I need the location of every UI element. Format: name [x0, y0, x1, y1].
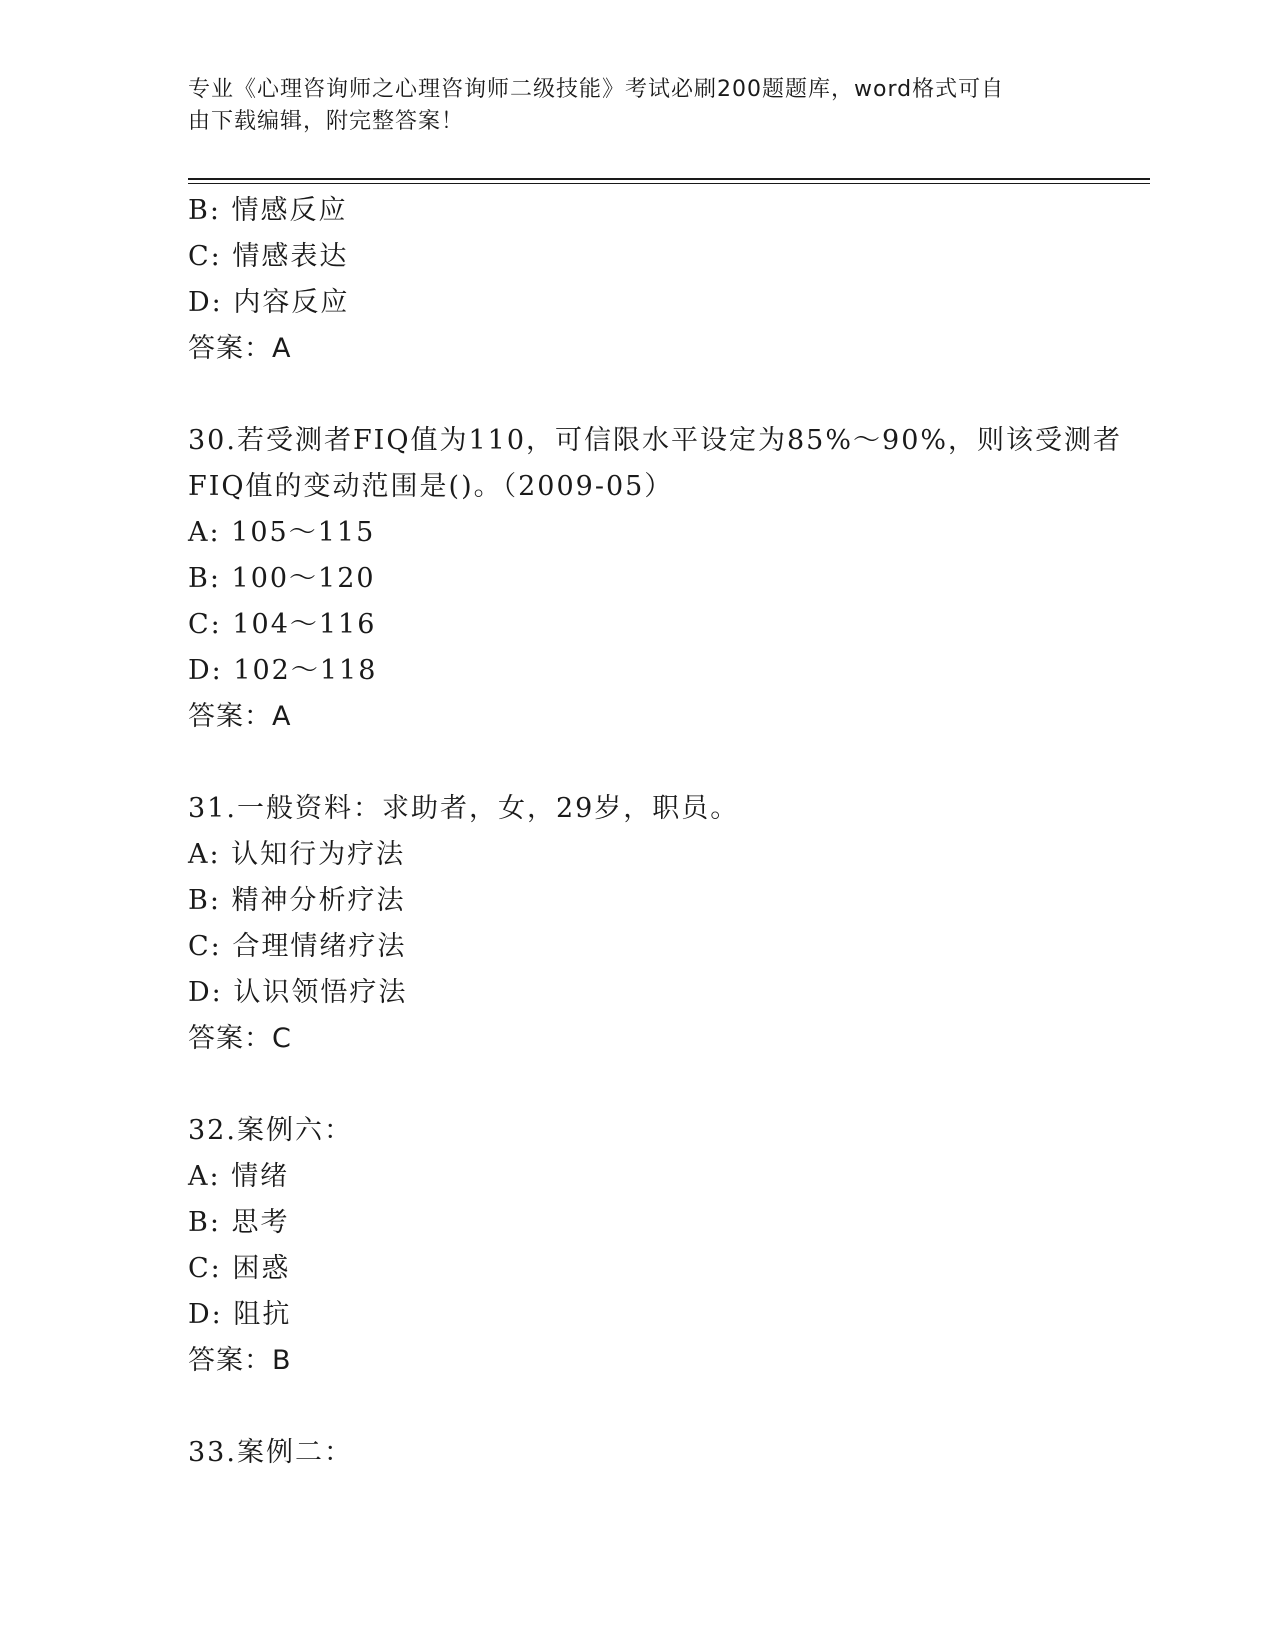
question-text-line-1: 30.若受测者FIQ值为110，可信限水平设定为85%～90%，则该受测者 [188, 425, 1123, 456]
question-block-29 [188, 188, 1108, 372]
option-a: A: 认知行为疗法 [188, 839, 406, 870]
question-text-line-1: 33.案例二： [188, 1437, 353, 1468]
spacer [188, 372, 1108, 418]
header-divider-thin [188, 183, 1150, 184]
header-line-1: 专业《心理咨询师之心理咨询师二级技能》考试必刷200题题库，word格式可自 [188, 77, 1005, 102]
option-c: C: 104～116 [188, 609, 377, 640]
spacer [188, 740, 1108, 786]
question-text-line-2: FIQ值的变动范围是()。（2009-05） [188, 471, 674, 502]
spacer [188, 1384, 1108, 1430]
spacer [188, 1062, 1108, 1108]
option-c: C: 情感表达 [188, 241, 349, 272]
option-d: D: 阻抗 [188, 1299, 292, 1330]
question-block-33 [188, 1430, 1108, 1476]
option-c: C: 合理情绪疗法 [188, 931, 407, 962]
question-block-31 [188, 786, 1108, 1062]
question-block-30 [188, 418, 1123, 740]
header-line-2: 由下载编辑，附完整答案！ [188, 109, 465, 134]
answer-text: 答案：B [188, 1345, 292, 1376]
option-b: B: 思考 [188, 1207, 290, 1238]
header-divider-thick [188, 178, 1150, 180]
page-header [188, 74, 1068, 138]
question-text-line-1: 32.案例六： [188, 1115, 353, 1146]
option-d: D: 内容反应 [188, 287, 350, 318]
option-d: D: 102～118 [188, 655, 378, 686]
option-b: B: 100～120 [188, 563, 376, 594]
question-text-line-1: 31.一般资料：求助者，女，29岁，职员。 [188, 793, 740, 824]
option-a: A: 105～115 [188, 517, 376, 548]
answer-text: 答案：A [188, 333, 292, 364]
answer-text: 答案：C [188, 1023, 292, 1054]
option-b: B: 情感反应 [188, 195, 348, 226]
option-d: D: 认识领悟疗法 [188, 977, 408, 1008]
answer-text: 答案：A [188, 701, 292, 732]
option-b: B: 精神分析疗法 [188, 885, 406, 916]
question-block-32 [188, 1108, 1108, 1384]
question-list [188, 188, 1123, 1476]
option-c: C: 困惑 [188, 1253, 291, 1284]
option-a: A: 情绪 [188, 1161, 290, 1192]
